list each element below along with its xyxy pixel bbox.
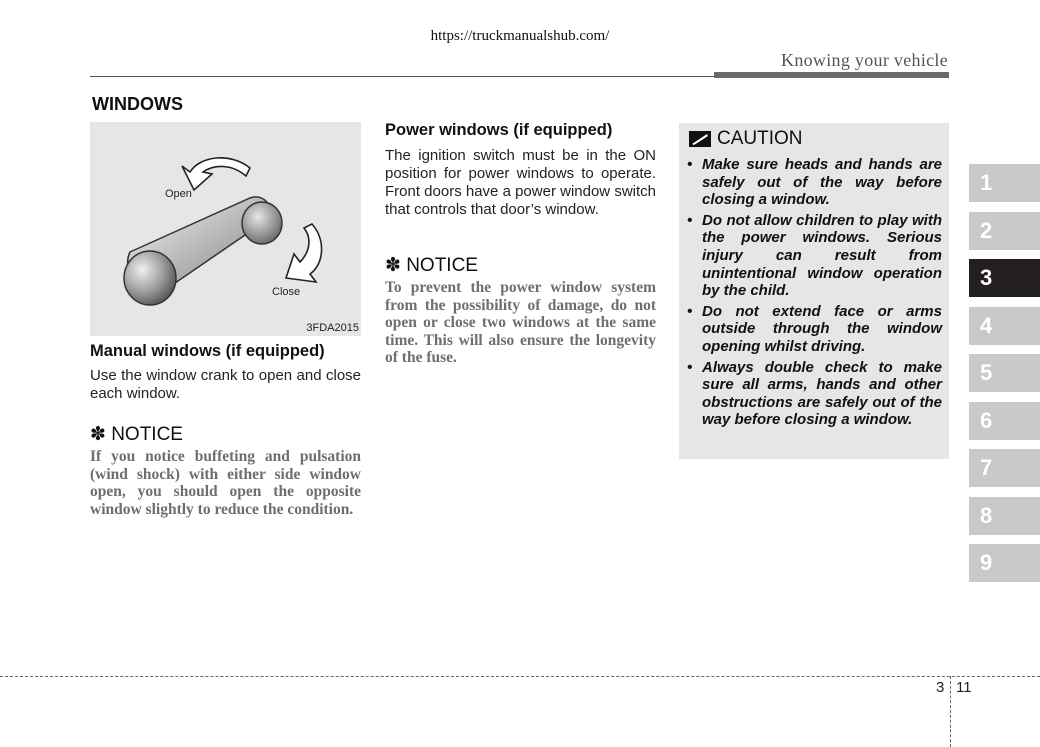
chapter-tab-8[interactable]: 8 (969, 497, 1040, 535)
chapter-tab-3[interactable]: 3 (969, 259, 1040, 297)
chapter-tab-1[interactable]: 1 (969, 164, 1040, 202)
caution-item: • Make sure heads and hands are safely out of the way before closing a window. (687, 156, 942, 209)
caution-list (687, 156, 942, 432)
caution-box (679, 123, 949, 459)
window-crank-figure (90, 122, 361, 336)
page-number: 11 (956, 679, 972, 696)
caution-title: CAUTION (717, 128, 803, 149)
caution-item: • Always double check to make sure all arms, hands and other obstructions are safely out of the way before closing a window. (687, 358, 942, 429)
notice-heading: ✽ NOTICE (90, 424, 183, 445)
footer-divider (0, 676, 1040, 677)
notice-heading-2: ✽ NOTICE (385, 255, 478, 276)
close-label: Close (272, 286, 301, 298)
window-crank-illustration (90, 122, 361, 336)
chapter-tab-5[interactable]: 5 (969, 354, 1040, 392)
caution-item: • Do not extend face or arms outside through the window opening whilst driving. (687, 302, 942, 355)
open-label: Open (165, 188, 192, 200)
caution-icon (689, 131, 711, 147)
chapter-tab-6[interactable]: 6 (969, 402, 1040, 440)
manual-windows-text: Use the window crank to open and close each window. (90, 367, 361, 402)
caution-heading (689, 128, 803, 150)
chapter-tab-9[interactable]: 9 (969, 544, 1040, 582)
power-windows-heading: Power windows (if equipped) (385, 121, 613, 139)
crank-hub (242, 202, 282, 244)
page-chapter-number: 3 (936, 679, 945, 696)
footer-page-divider (950, 676, 951, 747)
figure-code: 3FDA2015 (306, 322, 359, 334)
section-title: Knowing your vehicle (781, 50, 948, 70)
chapter-tab-4[interactable]: 4 (969, 307, 1040, 345)
source-url: https://truckmanualshub.com/ (430, 28, 610, 44)
notice-text-2: To prevent the power window system from the possibility of damage, do not open or close two windows at the same time. This will also ensure the longevity of the fuse. (385, 279, 656, 367)
chapter-tabs (969, 164, 1040, 592)
open-arrow-icon (182, 158, 250, 190)
chapter-tab-2[interactable]: 2 (969, 212, 1040, 250)
header-rule-accent (714, 72, 949, 78)
chapter-tab-7[interactable]: 7 (969, 449, 1040, 487)
power-windows-text: The ignition switch must be in the ON position for power windows to operate. Front doors have a power window switch that controls that door’s window. (385, 147, 656, 218)
caution-item: • Do not allow children to play with the power windows. Serious injury can result from unintentional window operation by the child. (687, 211, 942, 300)
manual-windows-heading: Manual windows (if equipped) (90, 342, 325, 360)
notice-text: If you notice buffeting and pulsation (wind shock) with either side window open, you should open the opposite window slightly to reduce the condition. (90, 448, 361, 518)
crank-knob (124, 251, 176, 305)
page-heading: WINDOWS (92, 94, 183, 114)
header-rule (90, 76, 714, 77)
close-arrow-icon (286, 224, 322, 282)
